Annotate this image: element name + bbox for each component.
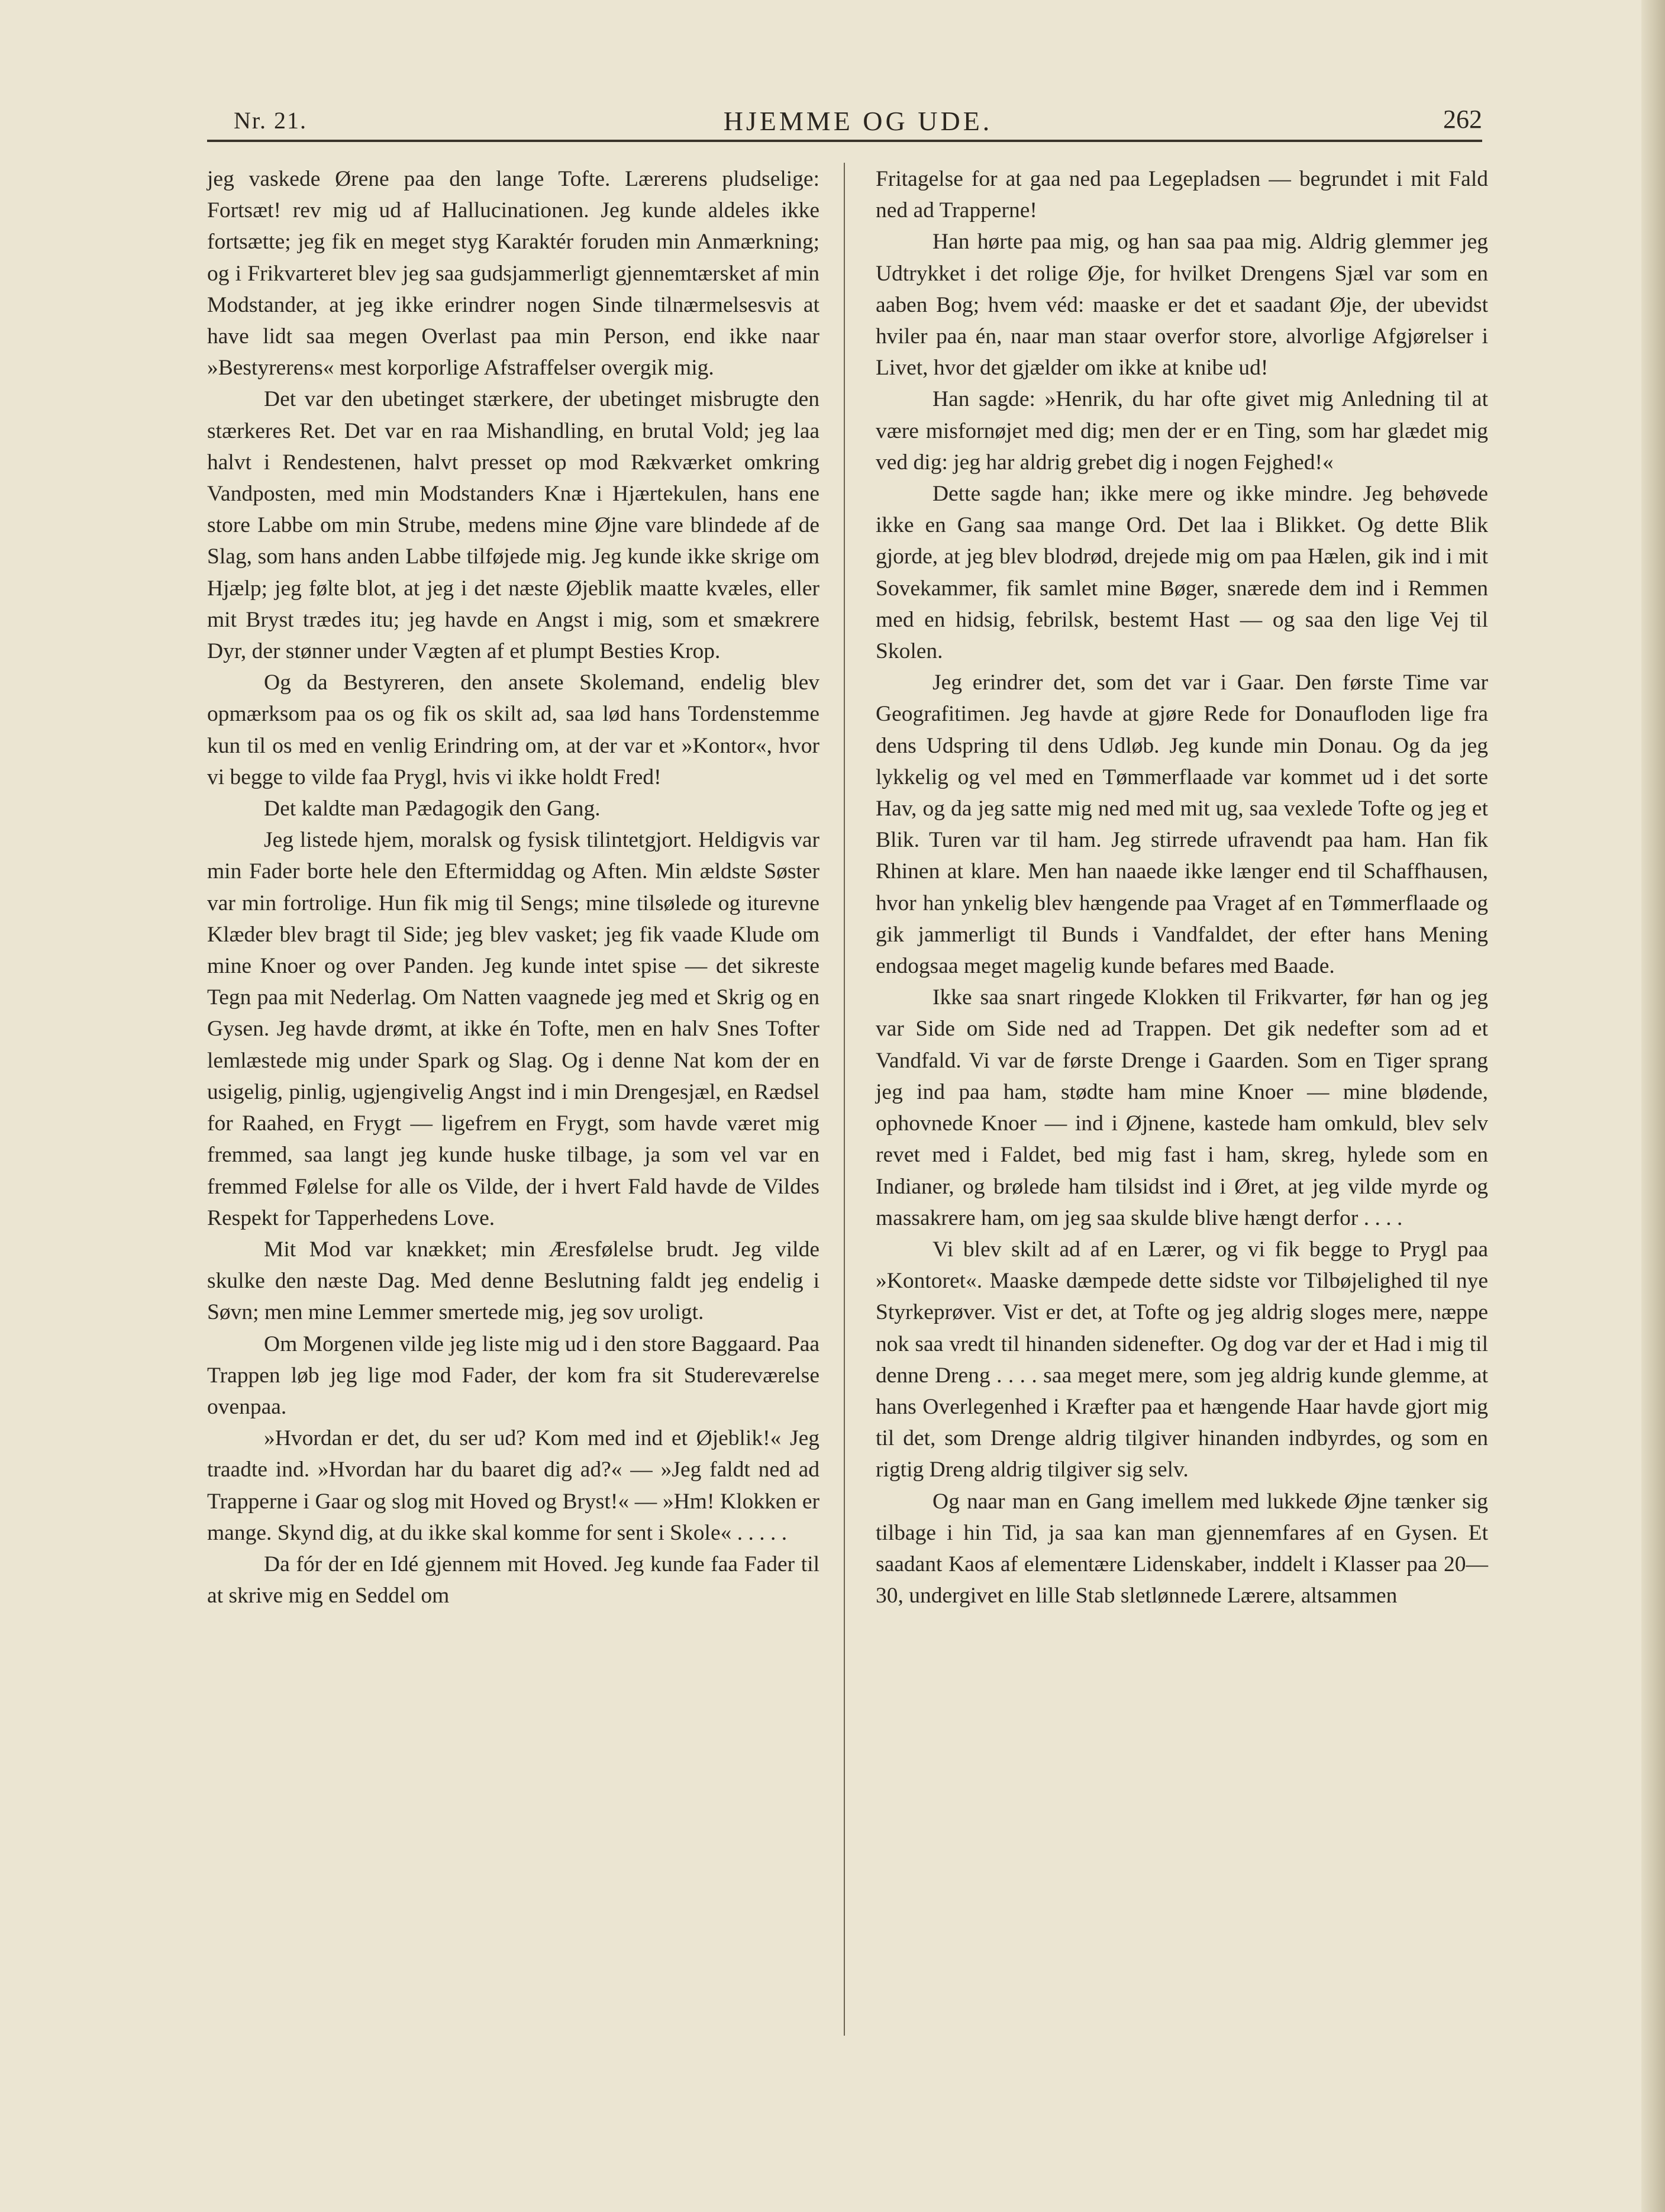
column-divider bbox=[844, 163, 845, 2036]
paragraph: Han hørte paa mig, og han saa paa mig. Aldrig glemmer jeg Udtrykket i det rolige Øje, for hvilket Drengens Sjæl var som en aaben Bog; hvem véd: maaske er det et saadant Øje, der ubevidst hviler paa én, naar man staar overfor store, alvorlige Afgjørelser i Livet, hvor det gjælder om ikke at knibe ud! bbox=[876, 230, 1488, 381]
paragraph: Fritagelse for at gaa ned paa Legepladsen — begrundet i mit Fald ned ad Trapperne! bbox=[876, 167, 1488, 223]
issue-number: Nr. 21. bbox=[234, 107, 307, 134]
paragraph: Ikke saa snart ringede Klokken til Frikvarter, før han og jeg var Side om Side ned ad Trappen. Det gik nedefter som ad et Vandfald. Vi var de første Drenge i Gaarden. Som en Tiger sprang jeg ind paa ham, stødte ham mine Knoer — mine blødende, ophovnede Knoer — ind i Øjnene, kastede ham omkuld, blev selv revet med i Faldet, bed mig fast i ham, skreg, hylede som en Indianer, og brølede ham tilsidst ind i Øret, at jeg vilde myrde og massakrere ham, om jeg saa skulde blive hængt derfor . . . . bbox=[876, 985, 1488, 1230]
paragraph: Han sagde: »Henrik, du har ofte givet mig Anledning til at være misfornøjet med dig; men der er en Ting, som har glædet mig ved dig: jeg har aldrig grebet dig i nogen Fejghed!« bbox=[876, 387, 1488, 475]
paragraph: Jeg listede hjem, moralsk og fysisk tilintetgjort. Heldigvis var min Fader borte hele den Eftermiddag og Aften. Min ældste Søster var min fortrolige. Hun fik mig til Sengs; mine tilsølede og iturevne Klæder blev bragt til Side; jeg blev vasket; jeg fik vaade Klude om mine Knoer og over Panden. Jeg kunde intet spise — det sikreste Tegn paa mit Nederlag. Om Natten vaagnede jeg med et Skrig og en Gysen. Jeg havde drømt, at ikke én Tofte, men en halv Snes Tofter lemlæstede mig under Spark og Slag. Og i denne Nat kom der en usigelig, pinlig, ugjengivelig Angst ind i min Drengesjæl, en Rædsel for Raahed, en Frygt — ligefrem en Frygt, som havde været mig fremmed, saa langt jeg kunde huske tilbage, ja som vel var en fremmed Følelse for alle os Vilde, der i hvert Fald havde de Vildes Respekt for Tapperhedens Love. bbox=[207, 828, 819, 1230]
paragraph: Mit Mod var knækket; min Æresfølelse brudt. Jeg vilde skulke den næste Dag. Med denne Beslutning faldt jeg endelig i Søvn; men mine Lemmer smertede mig, jeg sov uroligt. bbox=[207, 1237, 819, 1325]
paragraph: Vi blev skilt ad af en Lærer, og vi fik begge to Prygl paa »Kontoret«. Maaske dæmpede dette sidste vor Tilbøjelighed til nye Styrkeprøver. Vist er det, at Tofte og jeg aldrig sloges mere, næppe nok saa vredt til hinanden sidenefter. Og dog var der et Had i mig til denne Dreng . . . . saa meget mere, som jeg aldrig kunde glemme, at hans Overlegenhed i Kræfter paa et hængende Haar havde gjort mig til det, som Drenge aldrig tilgiver hinanden indbyrdes, og som en rigtig Dreng aldrig tilgiver sig selv. bbox=[876, 1237, 1488, 1482]
running-header bbox=[234, 101, 1482, 142]
paragraph: Og da Bestyreren, den ansete Skolemand, endelig blev opmærksom paa os og fik os skilt ad, saa lød hans Tordenstemme kun til os med en venlig Erindring om, at der var et »Kontor«, hvor vi begge to vilde faa Prygl, hvis vi ikke holdt Fred! bbox=[207, 670, 819, 789]
header-rule bbox=[207, 140, 1482, 142]
paragraph: Om Morgenen vilde jeg liste mig ud i den store Baggaard. Paa Trappen løb jeg lige mod Fader, der kom fra sit Studereværelse ovenpaa. bbox=[207, 1331, 819, 1419]
paragraph: Og naar man en Gang imellem med lukkede Øjne tænker sig tilbage i hin Tid, ja saa kan man gjennemfares af en Gysen. Et saadant Kaos af elementære Lidenskaber, inddelt i Klasser paa 20—30, undergivet en lille Stab sletlønnede Lærere, altsammen bbox=[876, 1489, 1488, 1608]
paragraph: Jeg erindrer det, som det var i Gaar. Den første Time var Geografitimen. Jeg havde at gjøre Rede for Donaufloden lige fra dens Udspring til dens Udløb. Jeg kunde min Donau. Og da jeg lykkelig og vel med en Tømmerflaade var kommet ud i det sorte Hav, og da jeg satte mig ned med mit ug, saa vexlede Tofte og jeg et Blik. Turen var til ham. Jeg stirrede ufravendt paa ham. Han fik Rhinen at klare. Men han naaede ikke længer end til Schaffhausen, hvor han ynkelig blev hængende paa Vraget af en Tømmerflaade og gik jammerligt til Bunds i Vandfaldet, der efter hans Mening endogsaa meget magelig kunde befares med Baade. bbox=[876, 670, 1488, 979]
page-number: 262 bbox=[1443, 105, 1482, 134]
page-edge bbox=[1641, 0, 1665, 2212]
paragraph: »Hvordan er det, du ser ud? Kom med ind et Øjeblik!« Jeg traadte ind. »Hvordan har du baaret dig ad?« — »Jeg faldt ned ad Trapperne i Gaar og slog mit Hoved og Bryst!« — »Hm! Klokken er mange. Skynd dig, at du ikke skal komme for sent i Skole« . . . . . bbox=[207, 1426, 819, 1545]
paragraph: jeg vaskede Ørene paa den lange Tofte. Lærerens pludselige: Fortsæt! rev mig ud af Hallucinationen. Jeg kunde aldeles ikke fortsætte; jeg fik en meget styg Karaktér foruden min Anmærkning; og i Frikvarteret blev jeg saa gudsjammerligt gjennemtærsket af min Modstander, at jeg ikke erindrer nogen Sinde tilnærmelsesvis at have lidt saa megen Overlast paa min Person, end ikke naar »Bestyrerens« mest korporlige Afstraffelser overgik mig. bbox=[207, 167, 819, 381]
paragraph: Det kaldte man Pædagogik den Gang. bbox=[264, 797, 601, 821]
publication-title: HJEMME OG UDE. bbox=[723, 106, 993, 136]
paragraph: Det var den ubetinget stærkere, der ubetinget misbrugte den stærkeres Ret. Det var en raa Mishandling, en brutal Vold; jeg laa halvt i Rendestenen, halvt presset op mod Rækværket omkring Vandposten, med min Modstanders Knæ i Hjærtekulen, hans ene store Labbe om min Strube, medens mine Øjne vare blindede af de Slag, som hans anden Labbe tilføjede mig. Jeg kunde ikke skrige om Hjælp; jeg følte blot, at jeg i det næste Øjeblik maatte kvæles, eller mit Bryst trædes itu; jeg havde en Angst i mig, som et smækrere Dyr, der stønner under Vægten af et plumpt Besties Krop. bbox=[207, 387, 819, 664]
left-column bbox=[207, 163, 819, 1611]
paragraph: Dette sagde han; ikke mere og ikke mindre. Jeg behøvede ikke en Gang saa mange Ord. Det laa i Blikket. Og dette Blik gjorde, at jeg blev blodrød, drejede mig om paa Hælen, gik ind i mit Sovekammer, fik samlet mine Bøger, snærede dem ind i Remmen med en hidsig, febrilsk, bestemt Hast — og saa den lige Vej til Skolen. bbox=[876, 482, 1488, 664]
right-column bbox=[876, 163, 1488, 1611]
paragraph: Da fór der en Idé gjennem mit Hoved. Jeg kunde faa Fader til at skrive mig en Seddel om bbox=[207, 1552, 819, 1608]
